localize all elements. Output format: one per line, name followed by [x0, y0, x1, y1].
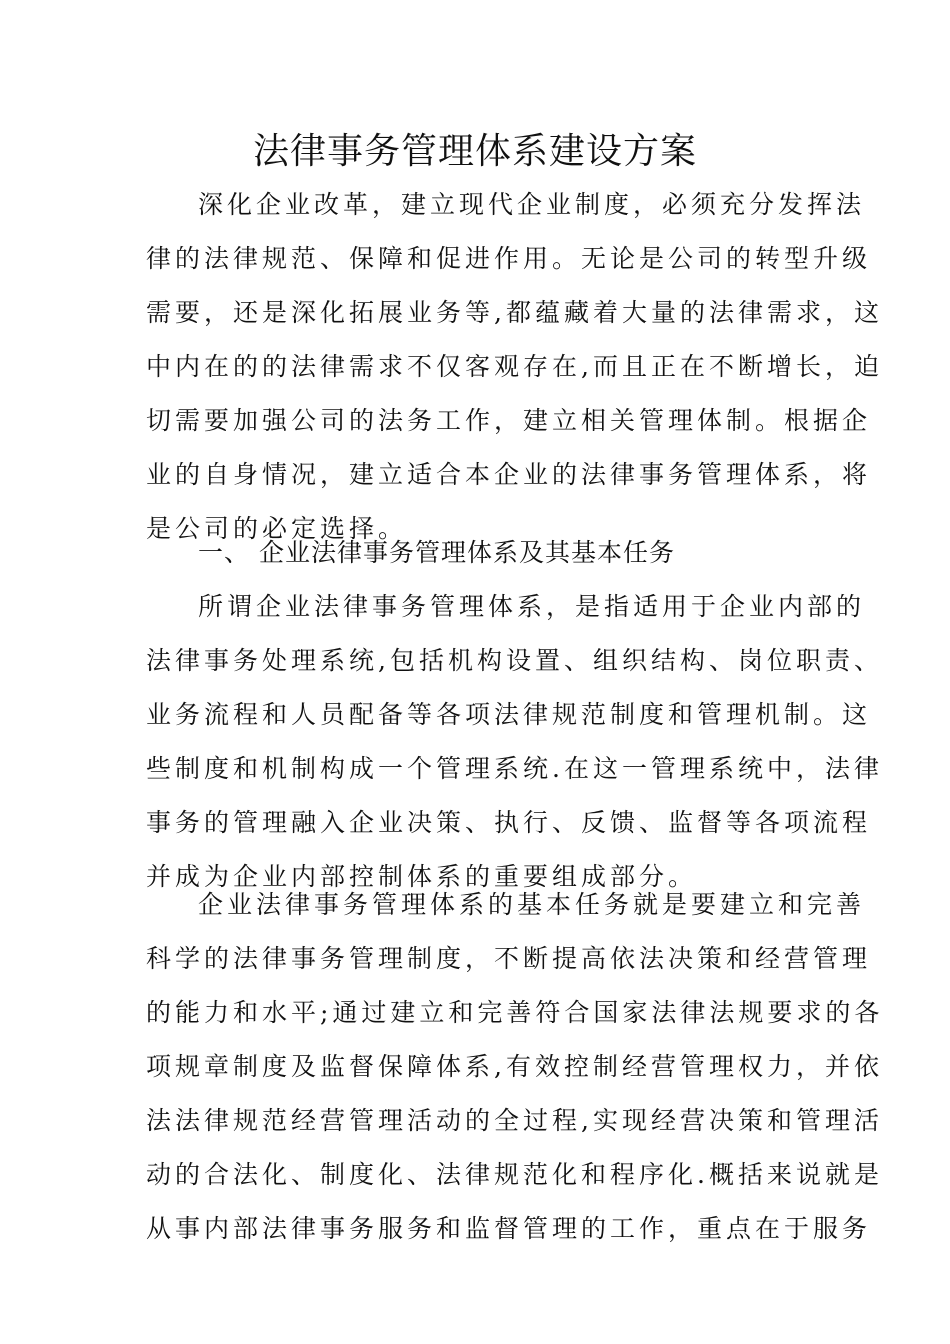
paragraph-line: 项规章制度及监督保障体系,有效控制经营管理权力，并依 — [146, 1052, 883, 1081]
paragraph-line: 科学的法律事务管理制度，不断提高依法决策和经营管理 — [146, 944, 872, 973]
paragraph-line: 切需要加强公司的法务工作，建立相关管理体制。根据企 — [146, 406, 872, 435]
paragraph-line: 些制度和机制构成一个管理系统.在这一管理系统中，法律 — [146, 754, 883, 783]
paragraph-line: 从事内部法律事务服务和监督管理的工作，重点在于服务 — [146, 1214, 872, 1243]
paragraph-line: 需要，还是深化拓展业务等,都蕴藏着大量的法律需求，这 — [146, 298, 883, 327]
paragraph-line: 法律事务处理系统,包括机构设置、组织结构、岗位职责、 — [146, 646, 883, 675]
document-title: 法律事务管理体系建设方案 — [252, 131, 697, 172]
definition-paragraph — [146, 580, 883, 904]
paragraph-line: 业的自身情况，建立适合本企业的法律事务管理体系，将 — [146, 460, 872, 489]
paragraph-line: 是公司的必定选择。 — [146, 514, 408, 543]
section-heading: 一、 企业法律事务管理体系及其基本任务 — [198, 538, 675, 567]
paragraph-line: 的能力和水平;通过建立和完善符合国家法律法规要求的各 — [146, 998, 884, 1027]
paragraph-line: 并成为企业内部控制体系的重要组成部分。 — [146, 862, 698, 891]
paragraph-line: 事务的管理融入企业决策、执行、反馈、监督等各项流程 — [146, 808, 872, 837]
task-paragraph — [146, 878, 884, 1256]
paragraph-line: 法法律规范经营管理活动的全过程,实现经营决策和管理活 — [146, 1106, 883, 1135]
paragraph-line: 所谓企业法律事务管理体系，是指适用于企业内部的 — [198, 592, 866, 621]
paragraph-line: 深化企业改革，建立现代企业制度，必须充分发挥法 — [198, 190, 866, 219]
intro-paragraph — [146, 178, 883, 556]
paragraph-line: 业务流程和人员配备等各项法律规范制度和管理机制。这 — [146, 700, 872, 729]
paragraph-line: 律的法律规范、保障和促进作用。无论是公司的转型升级 — [146, 244, 872, 273]
paragraph-line: 企业法律事务管理体系的基本任务就是要建立和完善 — [198, 890, 866, 919]
paragraph-line: 动的合法化、制度化、法律规范化和程序化.概括来说就是 — [146, 1160, 883, 1189]
paragraph-line: 中内在的的法律需求不仅客观存在,而且正在不断增长，迫 — [146, 352, 883, 381]
